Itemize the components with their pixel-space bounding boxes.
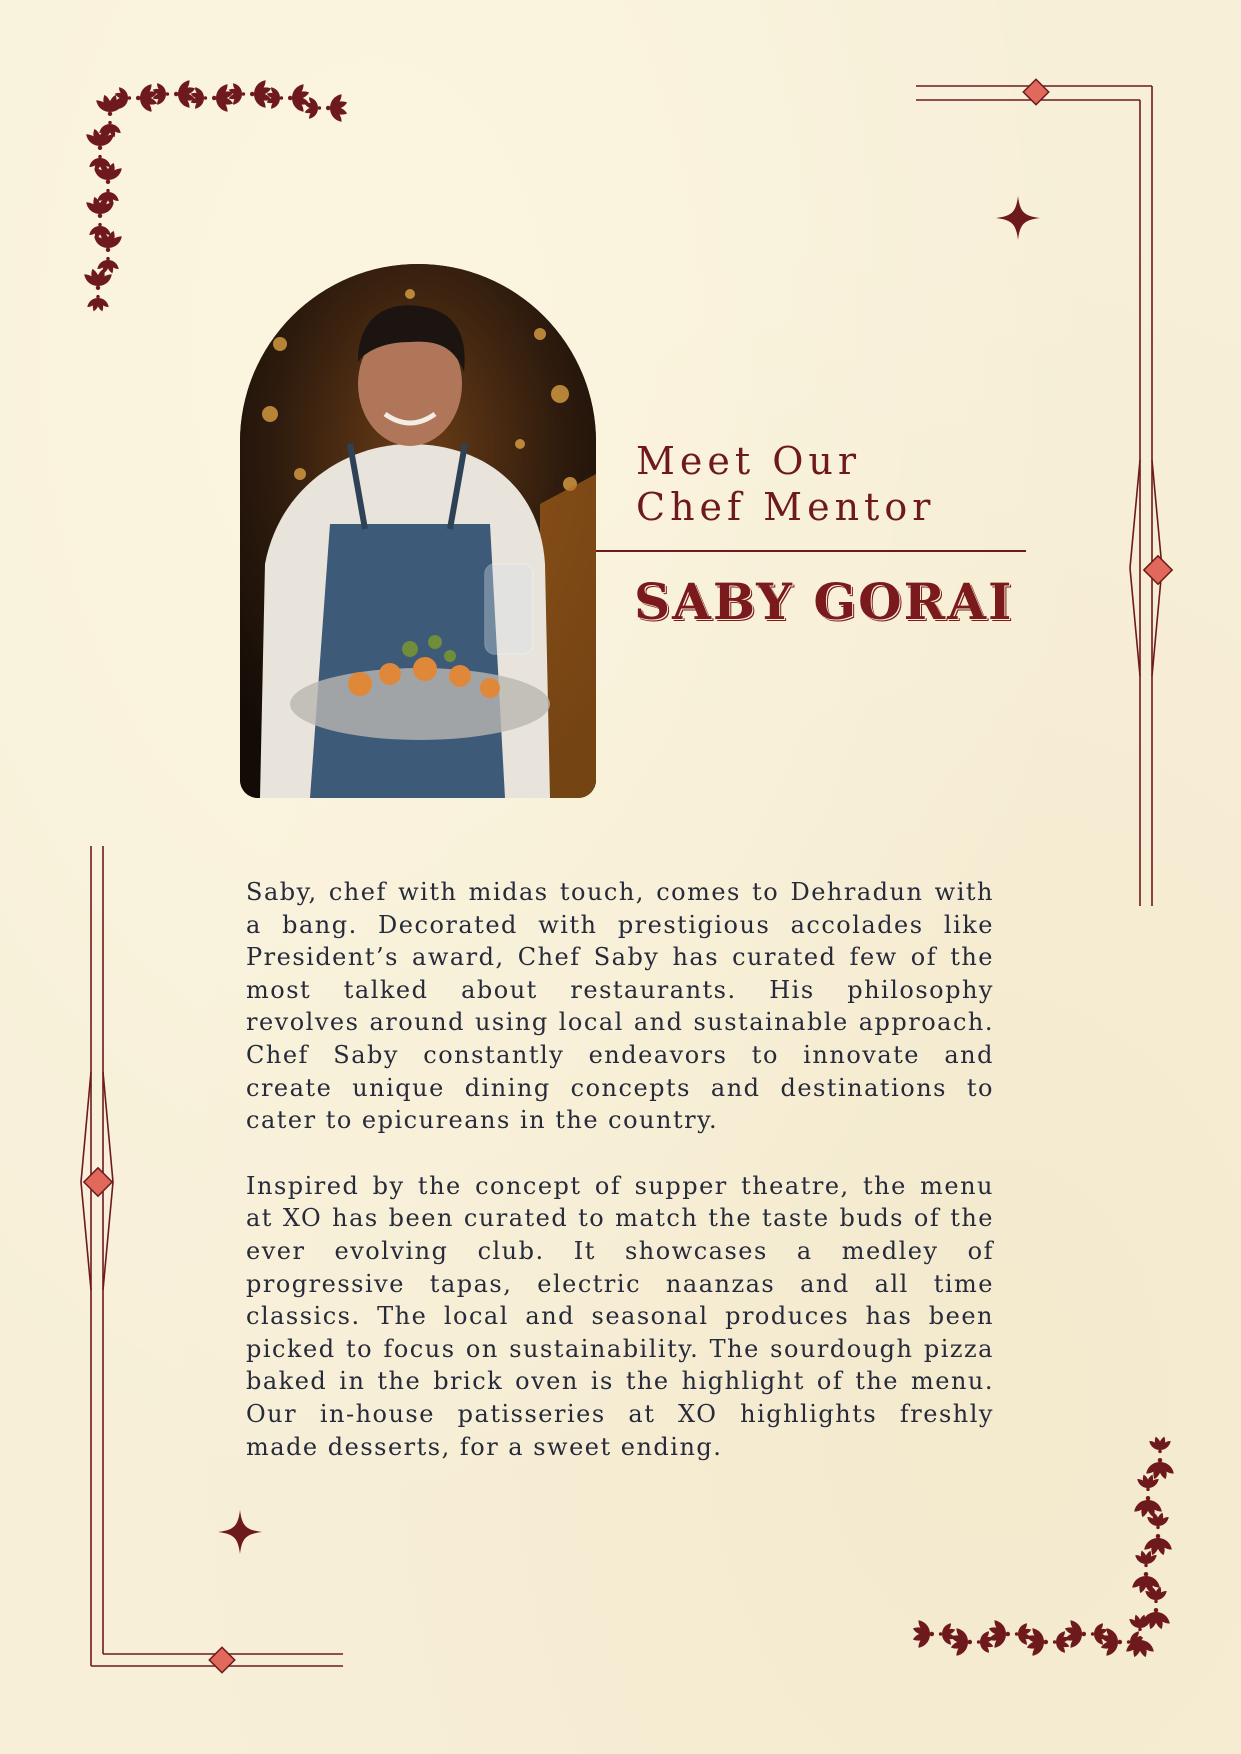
- sparkle-star-icon: [996, 196, 1040, 240]
- sparkle-star-icon: [218, 1510, 262, 1554]
- heading-line-2: Chef Mentor: [636, 485, 936, 529]
- chef-bio: [246, 876, 994, 1496]
- chef-photo: [240, 264, 596, 798]
- heading-divider: [596, 550, 1026, 552]
- floral-corner-icon: [82, 78, 348, 312]
- page-heading: [636, 438, 996, 530]
- heading-line-1: Meet Our: [636, 439, 862, 483]
- chef-name: SABY GORAI: [634, 572, 1014, 631]
- bio-paragraph-1: Saby, chef with midas touch, comes to Dehradun with a bang. Decorated with prestigious accolades like President’s award, Chef Saby has curated few of the most talked about restaurants. His philosophy revolves around using local and sustainable approach. Chef Saby constantly endeavors to innovate and create unique dining concepts and destinations to cater to epicureans in the country.: [246, 878, 994, 1135]
- diamond-ornament-icon: [1023, 79, 1172, 584]
- diamond-ornament-icon: [84, 1168, 235, 1673]
- bio-paragraph-2: Inspired by the concept of supper theatre, the menu at XO has been curated to match the taste buds of the ever evolving club. It showcases a medley of progressive tapas, electric naanzas and all time classics. The local and seasonal produces has been picked to focus on sustainability. The sourdough pizza baked in the brick oven is the highlight of the menu. Our in-house patisseries at XO highlights freshly made desserts, for a sweet ending.: [246, 1171, 994, 1461]
